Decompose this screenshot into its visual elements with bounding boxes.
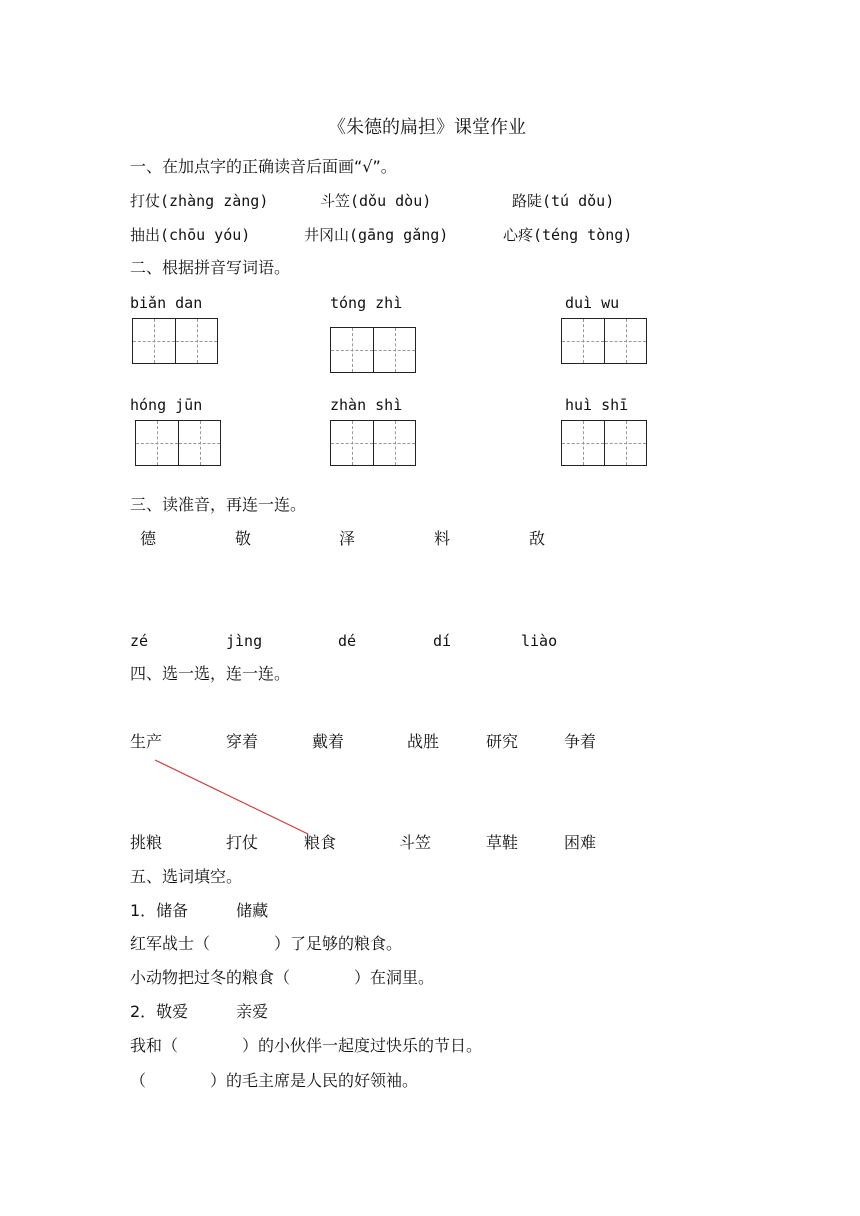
pinyin-label: duì wu <box>565 294 620 312</box>
pinyin-label: tóng zhì <box>330 294 403 312</box>
match-word-bottom[interactable]: 挑粮 <box>130 833 163 852</box>
match-pinyin[interactable]: zé <box>130 632 149 650</box>
match-word-bottom[interactable]: 斗笠 <box>399 833 432 852</box>
pinyin-label: biǎn dan <box>130 294 203 312</box>
word-options: 1．储备 储藏 <box>130 901 269 920</box>
section3-heading: 三、读准音，再连一连。 <box>130 495 307 514</box>
reading-item: 打仗(zhàng zàng) <box>130 192 269 210</box>
match-word-top[interactable]: 戴着 <box>312 732 345 751</box>
reading-item: 路陡(tú dǒu) <box>512 192 615 210</box>
match-char[interactable]: 料 <box>434 529 451 548</box>
match-word-top[interactable]: 穿着 <box>226 732 259 751</box>
reading-item: 抽出(chōu yóu) <box>130 226 251 244</box>
pinyin-label: huì shī <box>565 396 629 414</box>
match-word-bottom[interactable]: 草鞋 <box>486 833 519 852</box>
reading-item: 心疼(téng tòng) <box>503 226 633 244</box>
match-pinyin[interactable]: jìng <box>226 632 263 650</box>
section5-heading: 五、选词填空。 <box>130 867 243 886</box>
section1-heading: 一、在加点字的正确读音后面画“√”。 <box>130 157 397 176</box>
match-char[interactable]: 敬 <box>235 529 252 548</box>
fill-sentence[interactable]: 我和（ ）的小伙伴一起度过快乐的节日。 <box>130 1036 483 1055</box>
pinyin-label: hóng jūn <box>130 396 203 414</box>
match-word-top[interactable]: 研究 <box>486 732 519 751</box>
match-word-bottom[interactable]: 粮食 <box>304 833 337 852</box>
word-options: 2．敬爱 亲爱 <box>130 1002 269 1021</box>
match-word-bottom[interactable]: 打仗 <box>226 833 259 852</box>
fill-sentence[interactable]: （ ）的毛主席是人民的好领袖。 <box>130 1071 419 1090</box>
match-word-bottom[interactable]: 困难 <box>564 833 597 852</box>
match-pinyin[interactable]: dé <box>338 632 357 650</box>
match-pinyin[interactable]: dí <box>433 632 452 650</box>
section4-heading: 四、选一选，连一连。 <box>130 664 291 683</box>
match-word-top[interactable]: 争着 <box>564 732 597 751</box>
reading-item: 井冈山(gāng gǎng) <box>304 226 449 244</box>
match-word-top[interactable]: 战胜 <box>407 732 440 751</box>
match-char[interactable]: 泽 <box>339 529 356 548</box>
match-word-top[interactable]: 生产 <box>130 732 163 751</box>
pinyin-label: zhàn shì <box>330 396 403 414</box>
fill-sentence[interactable]: 红军战士（ ）了足够的粮食。 <box>130 934 403 953</box>
match-pinyin[interactable]: liào <box>521 632 558 650</box>
fill-sentence[interactable]: 小动物把过冬的粮食（ ）在洞里。 <box>130 968 435 987</box>
page-title: 《朱德的扁担》课堂作业 <box>328 117 526 138</box>
reading-item: 斗笠(dǒu dòu) <box>320 192 432 210</box>
match-char[interactable]: 敌 <box>529 529 546 548</box>
match-char[interactable]: 德 <box>140 529 157 548</box>
section2-heading: 二、根据拼音写词语。 <box>130 258 291 277</box>
